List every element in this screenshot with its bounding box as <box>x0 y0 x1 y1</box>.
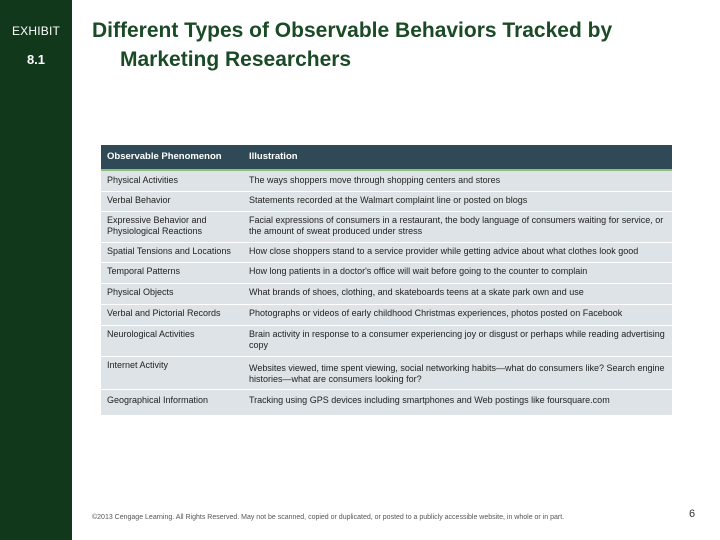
illustration-cell: How close shoppers stand to a service provider while getting advice about what clothes look good <box>249 246 639 256</box>
illustration-cell: How long patients in a doctor's office will wait before going to the counter to complain <box>249 266 588 276</box>
phenomenon-cell: Geographical Information <box>107 395 209 405</box>
illustration-cell: Brain activity in response to a consumer experiencing joy or disgust or perhaps while reading advertising copy <box>249 329 665 350</box>
table-row <box>101 243 672 263</box>
phenomenon-cell: Verbal Behavior <box>107 195 171 205</box>
table-row <box>101 357 672 390</box>
table-row <box>101 305 672 326</box>
slide-title <box>92 16 692 74</box>
illustration-cell: Websites viewed, time spent viewing, social networking habits—what do consumers like? Search engine histories—what are consumers looking for? <box>249 363 665 384</box>
exhibit-label: EXHIBIT <box>11 24 61 38</box>
exhibit-sidebar <box>0 0 72 540</box>
header-illustration: Illustration <box>249 151 298 162</box>
illustration-cell: Facial expressions of consumers in a restaurant, the body language of consumers waiting for service, or the amount of sweat produced under stress <box>249 215 664 236</box>
header-observable-phenomenon: Observable Phenomenon <box>107 151 222 162</box>
page-number: 6 <box>689 508 696 520</box>
header-divider <box>101 169 672 171</box>
exhibit-number: 8.1 <box>26 52 46 67</box>
phenomenon-cell: Neurological Activities <box>107 329 195 339</box>
table-row <box>101 172 672 192</box>
illustration-cell: Statements recorded at the Walmart complaint line or posted on blogs <box>249 195 528 205</box>
table-row <box>101 390 672 414</box>
table-row <box>101 263 672 284</box>
phenomenon-cell: Expressive Behavior and Physiological Reactions <box>107 215 207 236</box>
table-row <box>101 284 672 305</box>
copyright-footer: ©2013 Cengage Learning. All Rights Reserved. May not be scanned, copied or duplicated, or posted to a publicly accessible website, in whole or in part. <box>92 514 565 521</box>
phenomenon-cell: Spatial Tensions and Locations <box>107 246 231 256</box>
illustration-cell: The ways shoppers move through shopping centers and stores <box>249 175 501 185</box>
table-row <box>101 212 672 243</box>
slide-title-line-2: Marketing Researchers <box>120 48 352 71</box>
phenomenon-cell: Verbal and Pictorial Records <box>107 308 221 318</box>
slide-title-line-1: Different Types of Observable Behaviors Tracked by <box>92 19 613 42</box>
table-header <box>101 145 672 169</box>
behaviors-table <box>101 145 672 415</box>
table-row <box>101 192 672 212</box>
illustration-cell: Photographs or videos of early childhood Christmas experiences, photos posted on Facebook <box>249 308 623 318</box>
table-row <box>101 326 672 357</box>
illustration-cell: Tracking using GPS devices including smartphones and Web postings like foursquare.com <box>249 395 610 405</box>
phenomenon-cell: Physical Activities <box>107 175 179 185</box>
phenomenon-cell: Internet Activity <box>107 360 169 370</box>
phenomenon-cell: Physical Objects <box>107 287 174 297</box>
phenomenon-cell: Temporal Patterns <box>107 266 181 276</box>
illustration-cell: What brands of shoes, clothing, and skateboards teens at a skate park own and use <box>249 287 584 297</box>
